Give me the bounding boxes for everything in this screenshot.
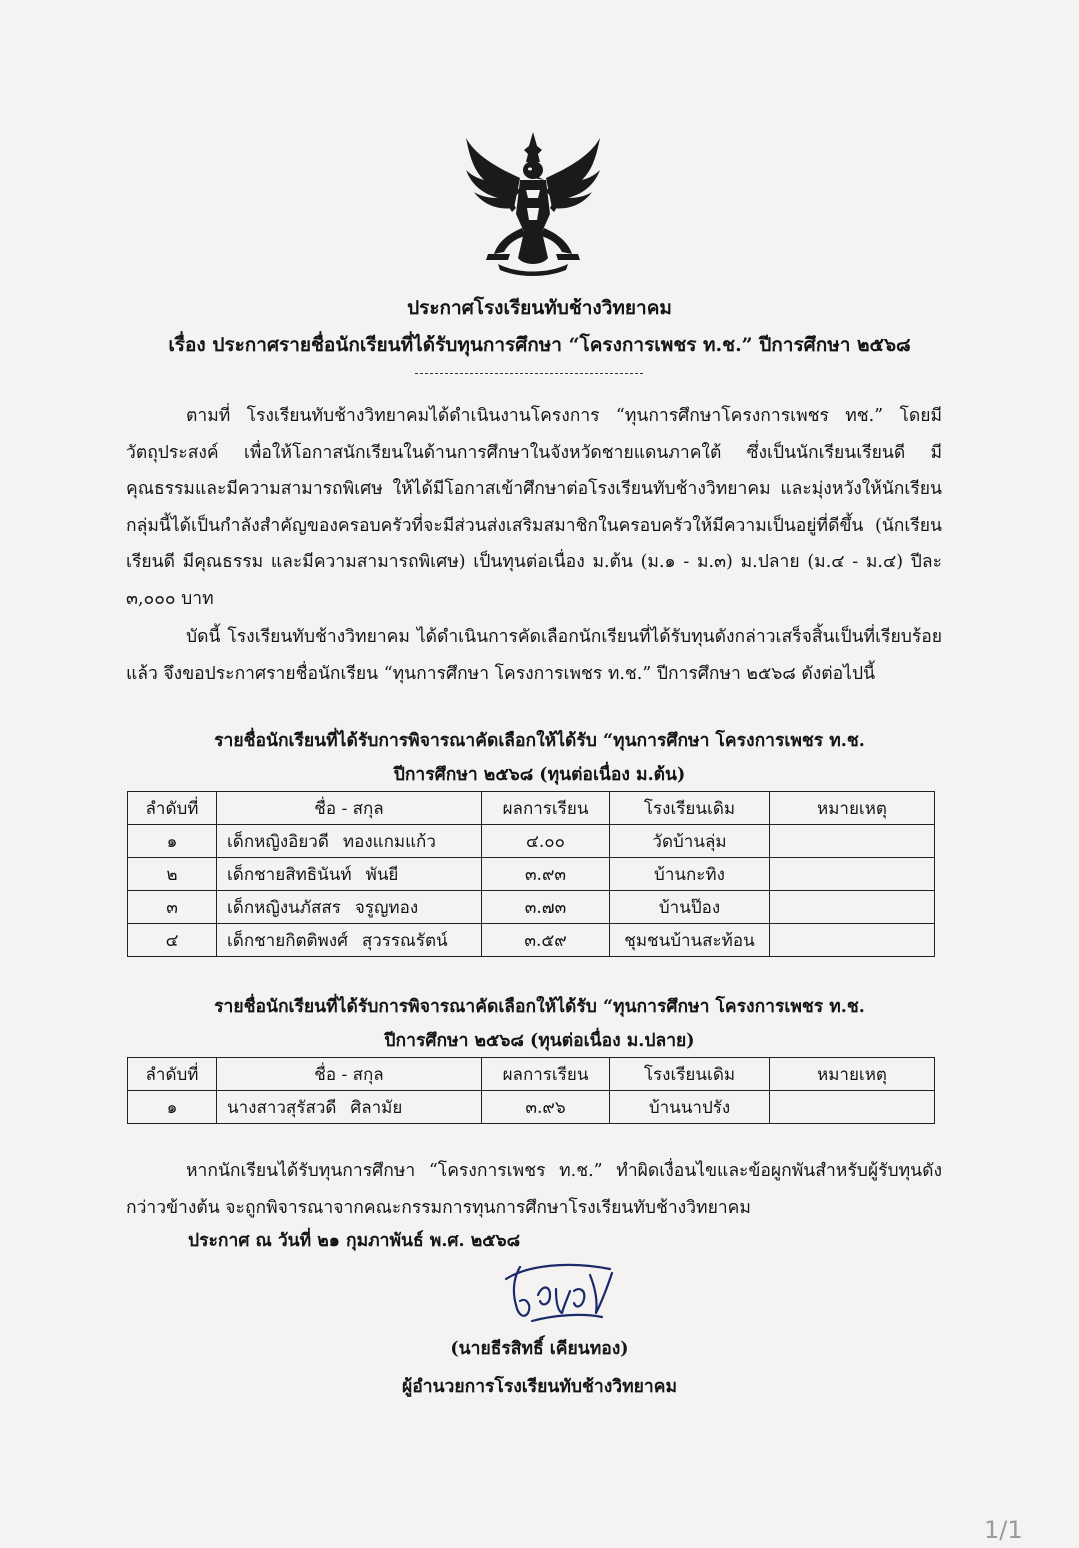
garuda-emblem-icon — [458, 128, 608, 278]
last-name: สุวรรณรัตน์ — [361, 930, 448, 951]
table-row — [128, 924, 935, 957]
row-school: ชุมชนบ้านสะท้อน — [610, 924, 770, 957]
announcement-subject: เรื่อง ประกาศรายชื่อนักเรียนที่ได้รับทุนการศึกษา “โครงการเพชร ท.ช.” ปีการศึกษา ๒๕๖๘ — [168, 334, 911, 356]
col-name-header: ชื่อ - สกุล — [217, 792, 482, 825]
row-school: บ้านป๊อง — [610, 891, 770, 924]
table2-subcaption: ปีการศึกษา ๒๕๖๘ (ทุนต่อเนื่อง ม.ปลาย) — [384, 1031, 695, 1051]
col-no-header: ลำดับที่ — [128, 792, 217, 825]
col-school-header: โรงเรียนเดิม — [610, 792, 770, 825]
scholarship-table-upper-secondary — [127, 1057, 935, 1124]
first-name: เด็กหญิงนภัสสร — [227, 897, 341, 918]
col-no-header: ลำดับที่ — [128, 1058, 217, 1091]
signer-name: (นายธีรสิทธิ์ เคียนทอง) — [450, 1339, 629, 1359]
row-no: ๓ — [128, 891, 217, 924]
col-school-header: โรงเรียนเดิม — [610, 1058, 770, 1091]
last-name: ทองแกมแก้ว — [342, 831, 436, 852]
col-note-header: หมายเหตุ — [770, 1058, 935, 1091]
row-grade: ๓.๕๙ — [482, 924, 610, 957]
table2-caption: รายชื่อนักเรียนที่ได้รับการพิจารณาคัดเลือกให้ได้รับ “ทุนการศึกษา โครงการเพชร ท.ช. — [214, 997, 865, 1017]
table-row — [128, 858, 935, 891]
table-row — [128, 891, 935, 924]
row-no: ๑ — [128, 1091, 217, 1124]
last-name: ศิลามัย — [350, 1097, 403, 1118]
announcement-title: ประกาศโรงเรียนทับช้างวิทยาคม — [407, 297, 672, 319]
announcement-date: ประกาศ ณ วันที่ ๒๑ กุมภาพันธ์ พ.ศ. ๒๕๖๘ — [188, 1231, 521, 1251]
row-name — [217, 1091, 482, 1124]
body-paragraph-2: บัดนี้ โรงเรียนทับช้างวิทยาคม ได้ดำเนินการคัดเลือกนักเรียนที่ได้รับทุนดังกล่าวเสร็จสิ้นเป็นที่เรียบร้อยแล้ว จึงขอประกาศรายชื่อนักเรียน “ทุนการศึกษา โครงการเพชร ท.ช.” ปีการศึกษา ๒๕๖๘ ดังต่อไปนี้ — [126, 627, 942, 684]
row-school: วัดบ้านลุ่ม — [610, 825, 770, 858]
col-name-header: ชื่อ - สกุล — [217, 1058, 482, 1091]
row-no: ๑ — [128, 825, 217, 858]
first-name: เด็กหญิงอิยวดี — [227, 831, 329, 852]
row-grade: ๓.๙๖ — [482, 1091, 610, 1124]
row-no: ๒ — [128, 858, 217, 891]
row-school: บ้านกะทิง — [610, 858, 770, 891]
table-row — [128, 825, 935, 858]
row-grade: ๔.๐๐ — [482, 825, 610, 858]
first-name: นางสาวสุรัสวดี — [227, 1097, 337, 1118]
closing-paragraph: หากนักเรียนได้รับทุนการศึกษา “โครงการเพชร ท.ช.” ทำผิดเงื่อนไขและข้อผูกพันสำหรับผู้รับทุนดังกว่าวข้างต้น จะถูกพิจารณาจากคณะกรรมการทุนการศึกษาโรงเรียนทับช้างวิทยาคม — [126, 1161, 942, 1218]
row-school: บ้านนาปรัง — [610, 1091, 770, 1124]
table-row — [128, 1091, 935, 1124]
row-grade: ๓.๗๓ — [482, 891, 610, 924]
row-name — [217, 891, 482, 924]
row-note — [770, 858, 935, 891]
row-grade: ๓.๙๓ — [482, 858, 610, 891]
col-note-header: หมายเหตุ — [770, 792, 935, 825]
row-note — [770, 891, 935, 924]
row-name — [217, 924, 482, 957]
handwritten-signature-icon — [498, 1255, 623, 1335]
row-note — [770, 825, 935, 858]
title-divider — [415, 373, 643, 374]
col-grade-header: ผลการเรียน — [482, 1058, 610, 1091]
signer-position: ผู้อำนวยการโรงเรียนทับช้างวิทยาคม — [402, 1377, 677, 1397]
last-name: พันยี — [365, 864, 399, 885]
body-paragraph-1: ตามที่ โรงเรียนทับช้างวิทยาคมได้ดำเนินงานโครงการ “ทุนการศึกษาโครงการเพชร ทช.” โดยมีวัตถุประสงค์ เพื่อให้โอกาสนักเรียนในด้านการศึกษาในจังหวัดชายแดนภาคใต้ ซึ่งเป็นนักเรียนเรียนดี มีคุณธรรมและมีความสามารถพิเศษ ให้ได้มีโอกาสเข้าศึกษาต่อโรงเรียนทับช้างวิทยาคม และมุ่งหวังให้นักเรียนกลุ่มนี้ได้เป็นกำลังสำคัญของครอบครัวที่จะมีส่วนส่งเสริมสมาชิกในครอบครัวให้มีความเป็นอยู่ที่ดีขึ้น (นักเรียนเรียนดี มีคุณธรรม และมีความสามารถพิเศษ) เป็นทุนต่อเนื่อง ม.ต้น (ม.๑ - ม.๓) ม.ปลาย (ม.๔ - ม.๔) ปีละ ๓,๐๐๐ บาท — [126, 406, 942, 609]
scholarship-table-lower-secondary — [127, 791, 935, 957]
row-name — [217, 858, 482, 891]
page-indicator: 1/1 — [984, 1516, 1023, 1544]
first-name: เด็กชายกิตติพงศ์ — [227, 930, 348, 951]
first-name: เด็กชายสิทธินันท์ — [227, 864, 352, 885]
table-header-row — [128, 792, 935, 825]
col-grade-header: ผลการเรียน — [482, 792, 610, 825]
row-name — [217, 825, 482, 858]
row-note — [770, 924, 935, 957]
last-name: จรูญทอง — [354, 897, 419, 918]
row-note — [770, 1091, 935, 1124]
table1-caption: รายชื่อนักเรียนที่ได้รับการพิจารณาคัดเลือกให้ได้รับ “ทุนการศึกษา โครงการเพชร ท.ช. — [214, 731, 865, 751]
table1-subcaption: ปีการศึกษา ๒๕๖๘ (ทุนต่อเนื่อง ม.ต้น) — [393, 765, 686, 785]
table-header-row — [128, 1058, 935, 1091]
row-no: ๔ — [128, 924, 217, 957]
